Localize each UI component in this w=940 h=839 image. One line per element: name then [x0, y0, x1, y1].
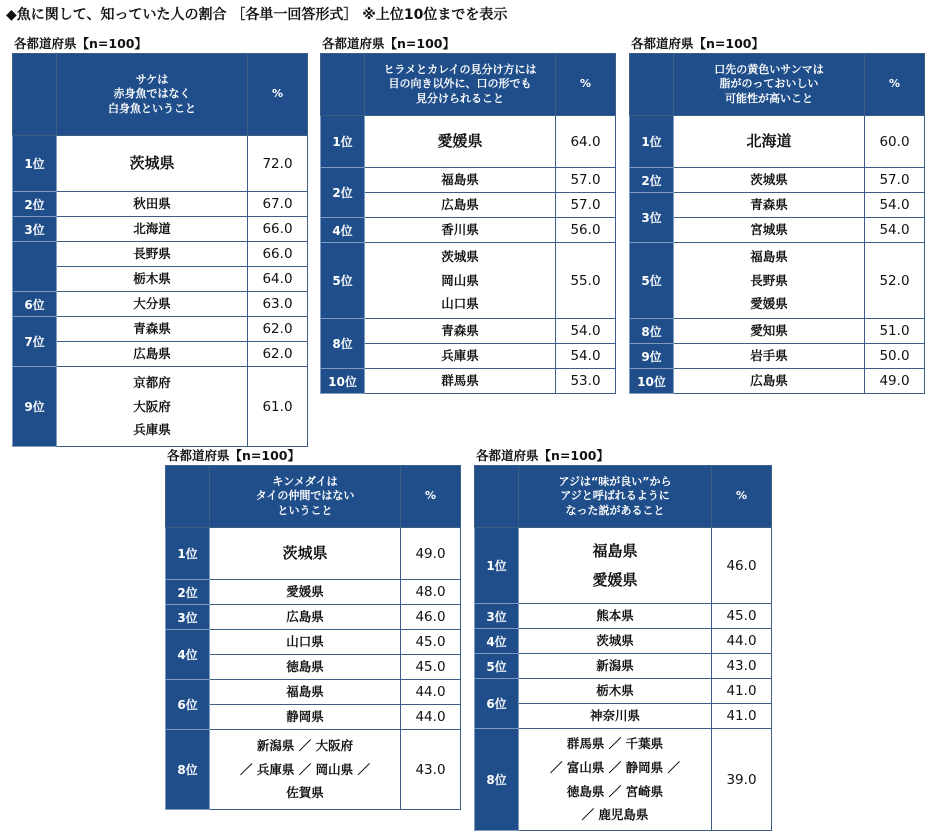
percentage-cell: 49.0	[401, 528, 461, 580]
percentage-cell: 49.0	[865, 369, 925, 394]
unit-header: %	[712, 466, 772, 528]
prefecture-cell: 茨城県	[674, 168, 865, 193]
question-text: ヒラメとカレイの見分け方には 目の向き以外に、口の形でも 見分けられること	[365, 54, 556, 116]
percentage-cell: 46.0	[712, 528, 772, 604]
table-row	[166, 655, 461, 680]
percentage-cell: 44.0	[401, 705, 461, 730]
table-row	[166, 705, 461, 730]
prefecture-cell: 神奈川県	[519, 704, 712, 729]
page-title: ◆魚に関して、知っていた人の割合 ［各単一回答形式］ ※上位10位までを表示	[6, 7, 508, 23]
table-row	[630, 243, 925, 319]
rank-cell: 4位	[166, 630, 210, 680]
rank-cell: 1位	[321, 116, 365, 168]
table-row	[630, 369, 925, 394]
prefecture-cell: 愛媛県	[210, 580, 401, 605]
table-row	[321, 116, 616, 168]
rank-cell: 2位	[13, 192, 57, 217]
question-text: サケは 赤身魚ではなく 白身魚ということ	[57, 54, 248, 136]
percentage-cell: 51.0	[865, 319, 925, 344]
question-text: キンメダイは タイの仲間ではない ということ	[210, 466, 401, 528]
prefecture-cell: 長野県	[57, 242, 248, 267]
percentage-cell: 41.0	[712, 704, 772, 729]
rank-cell: 1位	[13, 136, 57, 192]
prefecture-cell: 北海道	[674, 116, 865, 168]
rank-cell: 3位	[13, 217, 57, 242]
header-rank-cell	[321, 54, 365, 116]
prefecture-cell: 徳島県	[210, 655, 401, 680]
prefecture-cell: 大分県	[57, 292, 248, 317]
rank-cell: 2位	[321, 168, 365, 218]
percentage-cell: 64.0	[556, 116, 616, 168]
panel-sample-label: 各都道府県【n=100】	[476, 448, 609, 463]
prefecture-cell: 茨城県 岡山県 山口県	[365, 243, 556, 319]
rank-cell: 1位	[166, 528, 210, 580]
table-row	[321, 344, 616, 369]
unit-header: %	[248, 54, 308, 136]
table-row	[166, 630, 461, 655]
prefecture-cell: 栃木県	[57, 267, 248, 292]
rank-cell: 6位	[166, 680, 210, 730]
rank-cell: 3位	[475, 604, 519, 629]
prefecture-cell: 青森県	[365, 319, 556, 344]
percentage-cell: 43.0	[712, 654, 772, 679]
percentage-cell: 55.0	[556, 243, 616, 319]
table-row	[630, 193, 925, 218]
percentage-cell: 57.0	[556, 168, 616, 193]
table-row	[475, 704, 772, 729]
percentage-cell: 67.0	[248, 192, 308, 217]
rank-cell: 8位	[321, 319, 365, 369]
percentage-cell: 45.0	[401, 630, 461, 655]
rank-cell: 10位	[630, 369, 674, 394]
percentage-cell: 62.0	[248, 317, 308, 342]
header-rank-cell	[630, 54, 674, 116]
ranking-table	[629, 53, 925, 394]
rank-cell: 1位	[630, 116, 674, 168]
percentage-cell: 54.0	[865, 193, 925, 218]
prefecture-cell: 群馬県	[365, 369, 556, 394]
rank-cell: 4位	[321, 218, 365, 243]
prefecture-cell: 秋田県	[57, 192, 248, 217]
ranking-table	[474, 465, 772, 831]
prefecture-cell: 福島県	[365, 168, 556, 193]
table-row	[475, 528, 772, 604]
rank-cell: 5位	[475, 654, 519, 679]
rank-cell: 8位	[166, 730, 210, 810]
prefecture-cell: 京都府 大阪府 兵庫県	[57, 367, 248, 447]
percentage-cell: 62.0	[248, 342, 308, 367]
panel-sample-label: 各都道府県【n=100】	[322, 36, 455, 51]
percentage-cell: 61.0	[248, 367, 308, 447]
table-row	[321, 369, 616, 394]
percentage-cell: 43.0	[401, 730, 461, 810]
percentage-cell: 45.0	[712, 604, 772, 629]
rank-cell: 5位	[321, 243, 365, 319]
percentage-cell: 57.0	[556, 193, 616, 218]
prefecture-cell: 広島県	[210, 605, 401, 630]
rank-cell: 10位	[321, 369, 365, 394]
prefecture-cell: 愛知県	[674, 319, 865, 344]
percentage-cell: 72.0	[248, 136, 308, 192]
prefecture-cell: 香川県	[365, 218, 556, 243]
table-row	[166, 605, 461, 630]
percentage-cell: 54.0	[556, 319, 616, 344]
header-rank-cell	[475, 466, 519, 528]
table-row	[630, 168, 925, 193]
prefecture-cell: 兵庫県	[365, 344, 556, 369]
table-row	[13, 242, 308, 267]
prefecture-cell: 熊本県	[519, 604, 712, 629]
table-row	[13, 317, 308, 342]
table-row	[13, 367, 308, 447]
header-rank-cell	[13, 54, 57, 136]
prefecture-cell: 青森県	[674, 193, 865, 218]
percentage-cell: 45.0	[401, 655, 461, 680]
table-row	[321, 243, 616, 319]
panel-sample-label: 各都道府県【n=100】	[631, 36, 764, 51]
percentage-cell: 50.0	[865, 344, 925, 369]
prefecture-cell: 広島県	[365, 193, 556, 218]
rank-cell: 4位	[475, 629, 519, 654]
percentage-cell: 60.0	[865, 116, 925, 168]
prefecture-cell: 茨城県	[519, 629, 712, 654]
percentage-cell: 66.0	[248, 242, 308, 267]
prefecture-cell: 新潟県	[519, 654, 712, 679]
table-row	[475, 729, 772, 831]
percentage-cell: 48.0	[401, 580, 461, 605]
percentage-cell: 41.0	[712, 679, 772, 704]
panel-sample-label: 各都道府県【n=100】	[14, 36, 147, 51]
table-row	[630, 344, 925, 369]
rank-cell: 2位	[630, 168, 674, 193]
table-row	[630, 218, 925, 243]
percentage-cell: 64.0	[248, 267, 308, 292]
prefecture-cell: 茨城県	[210, 528, 401, 580]
prefecture-cell: 北海道	[57, 217, 248, 242]
ranking-table	[12, 53, 308, 447]
rank-cell: 8位	[630, 319, 674, 344]
unit-header: %	[865, 54, 925, 116]
rank-cell	[13, 242, 57, 292]
table-row	[166, 580, 461, 605]
table-row	[321, 193, 616, 218]
panel-sample-label: 各都道府県【n=100】	[167, 448, 300, 463]
table-row	[630, 116, 925, 168]
table-row	[475, 604, 772, 629]
prefecture-cell: 新潟県 ／ 大阪府 ／ 兵庫県 ／ 岡山県 ／ 佐賀県	[210, 730, 401, 810]
prefecture-cell: 福島県 長野県 愛媛県	[674, 243, 865, 319]
table-row	[13, 342, 308, 367]
table-row	[475, 679, 772, 704]
percentage-cell: 53.0	[556, 369, 616, 394]
question-text: 口先の黄色いサンマは 脂がのっておいしい 可能性が高いこと	[674, 54, 865, 116]
prefecture-cell: 茨城県	[57, 136, 248, 192]
prefecture-cell: 山口県	[210, 630, 401, 655]
percentage-cell: 44.0	[712, 629, 772, 654]
percentage-cell: 66.0	[248, 217, 308, 242]
question-text: アジは“味が良い”から アジと呼ばれるように なった説があること	[519, 466, 712, 528]
table-row	[321, 168, 616, 193]
rank-cell: 6位	[475, 679, 519, 729]
percentage-cell: 56.0	[556, 218, 616, 243]
prefecture-cell: 岩手県	[674, 344, 865, 369]
percentage-cell: 46.0	[401, 605, 461, 630]
table-row	[13, 192, 308, 217]
table-row	[166, 730, 461, 810]
percentage-cell: 54.0	[556, 344, 616, 369]
prefecture-cell: 広島県	[57, 342, 248, 367]
ranking-table	[320, 53, 616, 394]
prefecture-cell: 宮城県	[674, 218, 865, 243]
rank-cell: 3位	[630, 193, 674, 243]
prefecture-cell: 静岡県	[210, 705, 401, 730]
unit-header: %	[556, 54, 616, 116]
table-row	[630, 319, 925, 344]
percentage-cell: 63.0	[248, 292, 308, 317]
table-row	[475, 654, 772, 679]
rank-cell: 8位	[475, 729, 519, 831]
header-rank-cell	[166, 466, 210, 528]
rank-cell: 5位	[630, 243, 674, 319]
prefecture-cell: 群馬県 ／ 千葉県 ／ 富山県 ／ 静岡県 ／ 徳島県 ／ 宮崎県 ／ 鹿児島県	[519, 729, 712, 831]
percentage-cell: 44.0	[401, 680, 461, 705]
percentage-cell: 39.0	[712, 729, 772, 831]
ranking-table	[165, 465, 461, 810]
table-row	[321, 319, 616, 344]
table-row	[13, 136, 308, 192]
unit-header: %	[401, 466, 461, 528]
rank-cell: 1位	[475, 528, 519, 604]
prefecture-cell: 愛媛県	[365, 116, 556, 168]
table-row	[13, 217, 308, 242]
rank-cell: 3位	[166, 605, 210, 630]
prefecture-cell: 福島県	[210, 680, 401, 705]
table-row	[475, 629, 772, 654]
prefecture-cell: 青森県	[57, 317, 248, 342]
table-row	[13, 292, 308, 317]
table-row	[166, 528, 461, 580]
rank-cell: 6位	[13, 292, 57, 317]
percentage-cell: 52.0	[865, 243, 925, 319]
table-row	[166, 680, 461, 705]
table-row	[321, 218, 616, 243]
percentage-cell: 54.0	[865, 218, 925, 243]
prefecture-cell: 栃木県	[519, 679, 712, 704]
rank-cell: 9位	[630, 344, 674, 369]
prefecture-cell: 広島県	[674, 369, 865, 394]
table-row	[13, 267, 308, 292]
rank-cell: 2位	[166, 580, 210, 605]
rank-cell: 7位	[13, 317, 57, 367]
prefecture-cell: 福島県 愛媛県	[519, 528, 712, 604]
rank-cell: 9位	[13, 367, 57, 447]
percentage-cell: 57.0	[865, 168, 925, 193]
